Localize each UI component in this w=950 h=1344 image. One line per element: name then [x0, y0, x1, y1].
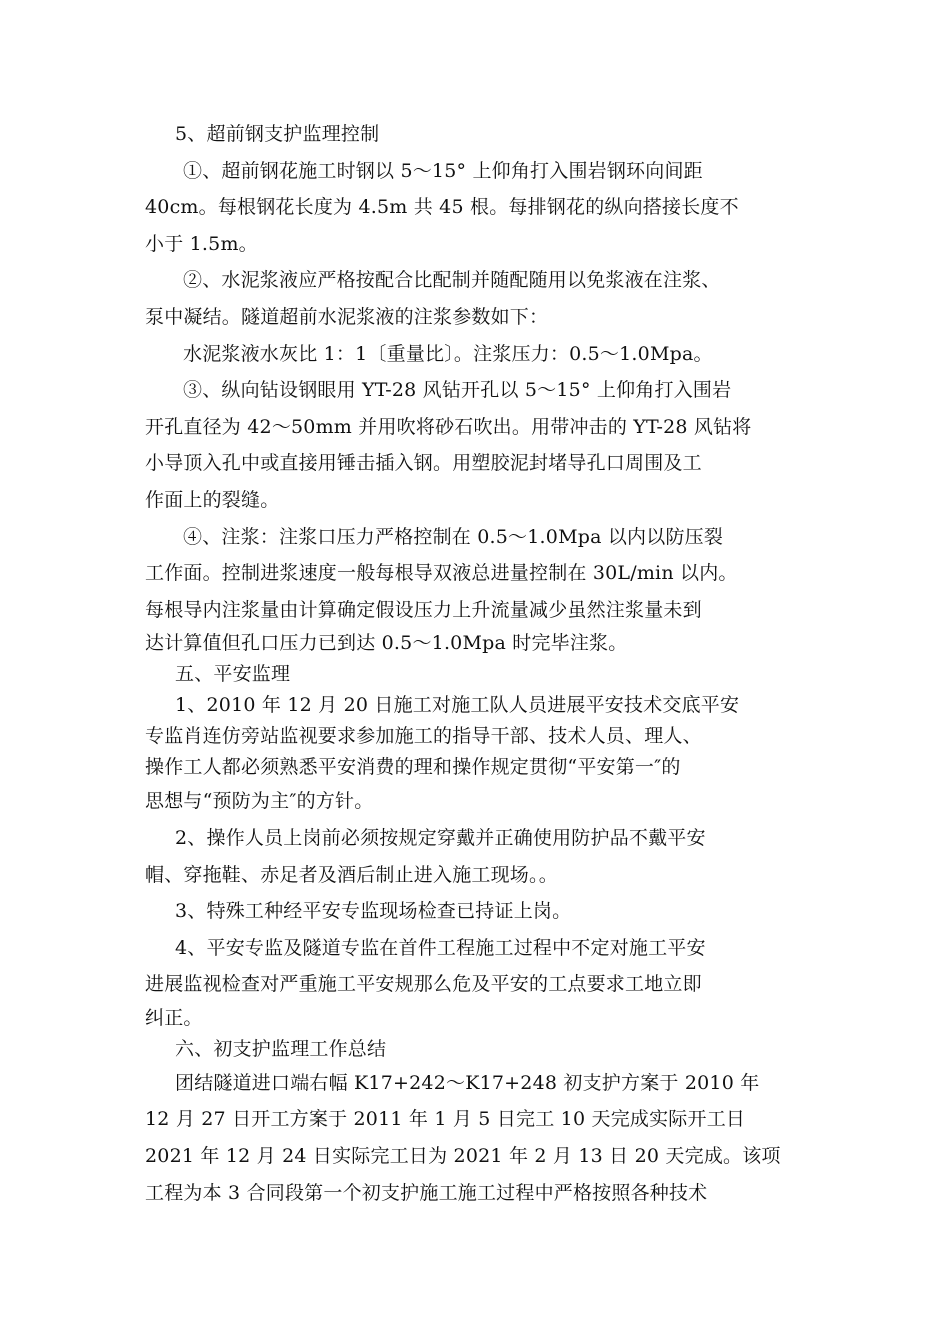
paragraph-line: 3、特殊工种经平安专监现场检查已持证上岗。 — [175, 900, 572, 923]
paragraph-line: 作面上的裂缝。 — [145, 488, 280, 511]
paragraph-line: 达计算值但孔口压力已到达 0.5～1.0Mpa 时完毕注浆。 — [145, 632, 628, 655]
document-body — [145, 116, 825, 1211]
paragraph-line: 进展监视检查对严重施工平安规那么危及平安的工点要求工地立即 — [145, 973, 702, 996]
paragraph-line: ②、水泥浆液应严格按配合比配制并随配随用以免浆液在注浆、 — [183, 269, 721, 292]
paragraph-line: 小于 1.5m。 — [145, 232, 258, 255]
section-heading-advance-support: 5、超前钢支护监理控制 — [175, 123, 380, 145]
paragraph-line: 工作面。控制进浆速度一般每根导双液总进量控制在 30L/min 以内。 — [145, 562, 738, 585]
paragraph-line: ③、纵向钻设钢眼用 YT-28 风钻开孔以 5～15° 上仰角打入围岩 — [183, 379, 732, 402]
paragraph-line: ④、注浆：注浆口压力严格控制在 0.5～1.0Mpa 以内以防压裂 — [183, 525, 724, 548]
paragraph-line: 小导顶入孔中或直接用锤击插入钢。用塑胶泥封堵导孔口周围及工 — [145, 452, 702, 475]
section-heading-initial-support-summary: 六、初支护监理工作总结 — [175, 1037, 387, 1060]
paragraph-line: 泵中凝结。隧道超前水泥浆液的注浆参数如下： — [145, 305, 549, 328]
paragraph-line: 1、2010 年 12 月 20 日施工对施工队人员进展平安技术交底平安 — [175, 694, 740, 717]
paragraph-line: 工程为本 3 合同段第一个初支护施工施工过程中严格按照各种技术 — [145, 1181, 708, 1204]
paragraph-line: 2021 年 12 月 24 日实际完工日为 2021 年 2 月 13 日 20 天完成。该项 — [145, 1145, 781, 1168]
paragraph-line: 40cm。每根钢花长度为 4.5m 共 45 根。每排钢花的纵向搭接长度不 — [145, 196, 739, 219]
paragraph-line: 2、操作人员上岗前必须按规定穿戴并正确使用防护品不戴平安 — [175, 826, 706, 849]
paragraph-line: 开孔直径为 42～50mm 并用吹将砂石吹出。用带冲击的 YT-28 风钻将 — [145, 415, 752, 438]
paragraph-line: 4、平安专监及隧道专监在首件工程施工过程中不定对施工平安 — [175, 936, 706, 959]
paragraph-line: 每根导内注浆量由计算确定假设压力上升流量减少虽然注浆量未到 — [145, 598, 702, 621]
paragraph-line: 操作工人都必须熟悉平安消费的理和操作规定贯彻“平安第一″的 — [145, 756, 681, 779]
paragraph-line: 水泥浆液水灰比 1：1〔重量比〕。注浆压力：0.5～1.0Mpa。 — [183, 342, 713, 365]
paragraph-line: 纠正。 — [145, 1006, 203, 1029]
paragraph-line: 团结隧道进口端右幅 K17+242～K17+248 初支护方案于 2010 年 — [175, 1071, 760, 1094]
section-heading-safety: 五、平安监理 — [175, 663, 291, 686]
paragraph-line: 12 月 27 日开工方案于 2011 年 1 月 5 日完工 10 天完成实际开工日 — [145, 1108, 746, 1131]
paragraph-line: ①、超前钢花施工时钢以 5～15° 上仰角打入围岩钢环向间距 — [183, 159, 703, 182]
paragraph-line: 专监肖连仿旁站监视要求参加施工的指导干部、技术人员、理人、 — [145, 725, 702, 748]
paragraph-line: 帽、穿拖鞋、赤足者及酒后制止进入施工现场。。 — [145, 863, 558, 886]
paragraph-line: 思想与“预防为主″的方针。 — [145, 790, 374, 813]
